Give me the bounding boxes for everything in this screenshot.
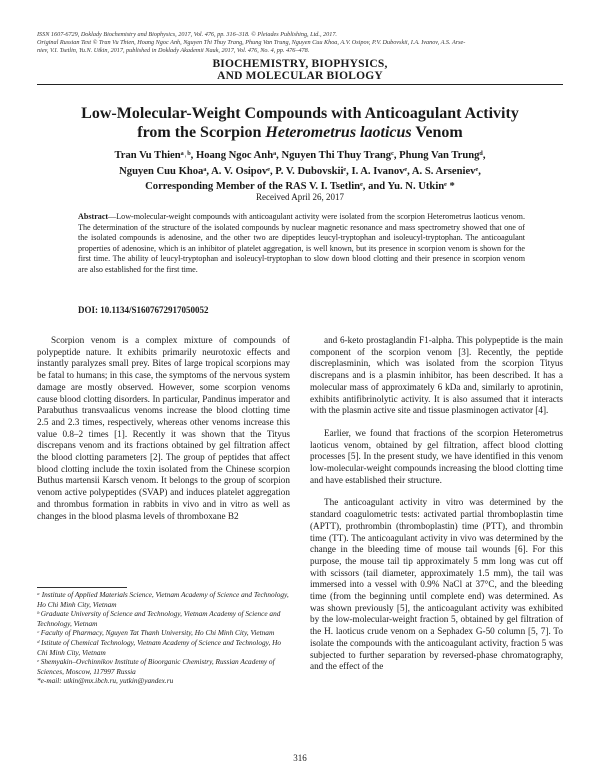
title-species: Heterometrus laoticus xyxy=(265,124,412,141)
paper-title xyxy=(60,104,540,142)
header-divider xyxy=(37,84,563,85)
page-number: 316 xyxy=(293,753,307,763)
affiliation-footnotes xyxy=(37,590,290,686)
section-heading xyxy=(200,58,400,82)
footnote-b: ᵇ Graduate University of Science and Technology, Vietnam Academy of Science and Technology, Vietnam xyxy=(37,609,281,628)
footnote-e: ᵉ Shemyakin–Ovchinnikov Institute of Bioorganic Chemistry, Russian Academy of Sciences, Moscow, 117997 Russia xyxy=(37,657,275,676)
abstract xyxy=(78,212,525,276)
title-prefix: from the Scorpion xyxy=(137,124,266,141)
body-paragraph: The anticoagulant activity in vitro was determined by the standard coagulometric tests: activated partial thromboplastin time (APTT), prothrombin (thromboplastin) time (PTT), and thrombin time (TT). The anticoagulant activity in vivo was determined by the change in the bleeding time of mouse tail wounds [6]. For this purpose, the mouse tail tip approximately 5 mm long was cut off with scissors (tail diameter, approximately 1.5 mm), the tail was immersed into a vessel with 0.9% NaCl at 37°C, and the bleeding time (from the beginning until complete end) was determined. As was shown previously [5], the anticoagulant activity was exhibited by the low-molecular-weight fraction 5, obtained by gel filtration of the H. laoticus crude venom on a Sephadex G-50 column [5, 7]. To isolate the compounds with the anticoagulant activity, fraction 5 was subjected to further separation by reversed-phase chromatography, and the effect of the xyxy=(310,497,563,672)
abstract-label: Abstract xyxy=(78,212,109,221)
body-column-left xyxy=(37,335,290,533)
body-column-right xyxy=(310,335,563,684)
title-line-2 xyxy=(60,123,540,142)
header-line-2: Original Russian Text © Tran Vu Thien, Hoang Ngoc Anh, Nguyen Thi Thuy Trang, Phung Van Trung, Nguyen Cuu Khoa, A.V. Osipov, P.V. Dubovskii, I.A. Ivanov, A.S. Arse- xyxy=(37,39,466,47)
abstract-text: —Low-molecular-weight compounds with anticoagulant activity were isolated from the scorpion Heterometrus laoticus venom. The determination of the structure of the isolated compounds by nuclear magnetic resonance and mass spectrometry showed that one of the isolated compounds is adenosine, and the other two are dipeptides leucyl-tryptophan and isoleucyl-tryptophan. The anticoagulant properties of adenosine, which is an inhibitor of platelet aggregation, is well known, but its presence in scorpion venom is shown for the first time. The ability of leucyl-tryptophan and isoleucyl-tryptophan to slow down blood clotting and their presence in scorpion venom are also established for the first time. xyxy=(78,212,525,274)
body-paragraph: Earlier, we found that fractions of the scorpion Heterometrus laoticus venom, obtained by gel filtration, affect blood clotting processes [5]. In the present study, we have identified in this venom low-molecular-weight compounds increasing the blood clotting time and have established their structure. xyxy=(310,427,563,485)
author-list xyxy=(60,148,540,195)
title-line-1: Low-Molecular-Weight Compounds with Anticoagulant Activity xyxy=(81,105,519,122)
title-suffix: Venom xyxy=(411,124,463,141)
header-line-1: ISSN 1607-6729, Doklady Biochemistry and Biophysics, 2017, Vol. 476, pp. 316–318. © Pleiades Publishing, Ltd., 2017. xyxy=(37,31,337,38)
body-paragraph: and 6-keto prostaglandin F1-alpha. This polypeptide is the main component of the scorpion venom [3]. Recently, the peptide discreplasminin, which was isolated from the scorpion Tityus discrepans and is a plasmin inhibitor, has been described. It has a molecular mass of approximately 6 kDa and, similarly to aprotinin, exhibits antifibrinolytic activity. It is also assumed that it interacts with the plasmin active site and tissue plasminogen activator [4]. xyxy=(310,335,563,416)
header-line-3: niev, V.I. Tsetlin, Yu.N. Utkin, 2017, published in Doklady Akademii Nauk, 2017, Vol. 476, No. 4, pp. 476–478. xyxy=(37,47,310,55)
footnote-a: ᵃ Institute of Applied Materials Science, Vietnam Academy of Science and Technology, Ho Chi Minh City, Vietnam xyxy=(37,590,289,609)
footnote-divider xyxy=(37,587,127,588)
doi-link[interactable]: DOI: 10.1134/S1607672917050052 xyxy=(78,305,209,315)
authors-line-2: Nguyen Cuu Khoaᵃ, A. V. Osipovᵉ, P. V. Dubovskiiᵉ, I. A. Ivanovᵉ, A. S. Arsenievᵉ, xyxy=(119,165,481,177)
footnote-c: ᶜ Faculty of Pharmacy, Nguyen Tat Thanh University, Ho Chi Minh City, Vietnam xyxy=(37,628,275,638)
authors-line-3: Corresponding Member of the RAS V. I. Tsetlinᵉ, and Yu. N. Utkinᵉ * xyxy=(145,181,455,192)
section-line-2: AND MOLECULAR BIOLOGY xyxy=(217,70,383,82)
journal-header xyxy=(37,31,557,56)
section-line-1: BIOCHEMISTRY, BIOPHYSICS, xyxy=(212,58,388,70)
received-date: Received April 26, 2017 xyxy=(256,192,344,202)
footnote-email[interactable]: *e-mail: utkin@mx.ibch.ru, yutkin@yandex.ru xyxy=(37,676,174,686)
authors-line-1: Tran Vu Thienᵃ˒ᵇ, Hoang Ngoc Anhᵃ, Nguyen Thi Thuy Trangᶜ, Phung Van Trungᵈ, xyxy=(114,150,486,161)
footnote-d: ᵈ Istitute of Chemical Technology, Vietnam Academy of Science and Technology, Ho Chi Minh City, Vietnam xyxy=(37,637,282,657)
body-paragraph: Scorpion venom is a complex mixture of compounds of polypeptide nature. It exhibits primarily neurotoxic effects and instantly paralyzes small prey. Bites of large tropical scorpions may be fatal to humans; in this case, the symptoms of the nervous system damage are mostly observed. However, some scorpion venoms cause blood clotting disorders. In particular, Pandinus imperator and Parabuthus transvaalicus venoms increase the blood clotting time 2.5 and 2.3 times, respectively, whereas other venoms increase this value 0.8–2 times [1]. Recently it was shown that the Tityus discrepans venom and its fractions obtained by gel filtration affect the blood clotting parameters [2]. The group of peptides that affect blood clotting include the toxin isolated from the Chinese scorpion Buthus martensii Karsch venom. It belongs to the group of scorpion venom active polypeptides (SVAP) and induces platelet aggregation and thrombus formation in rabbits in vivo and in vitro as well as changes in the blood plasma levels of thromboxane B2 xyxy=(37,335,290,521)
